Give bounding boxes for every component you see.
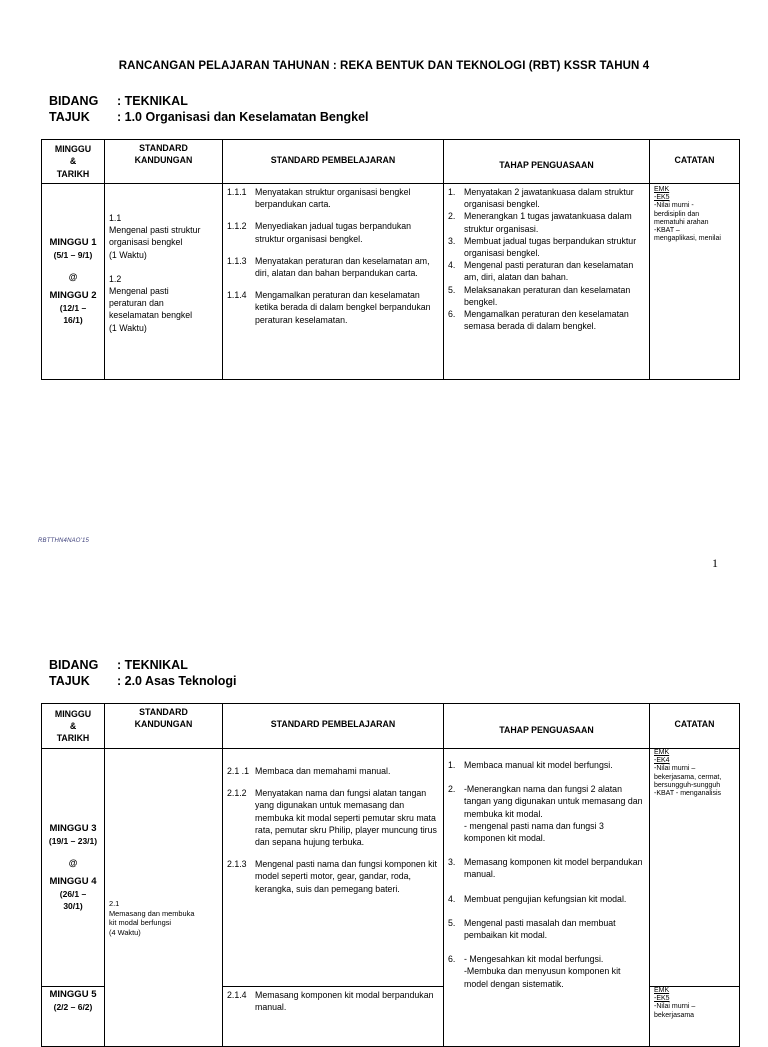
header-tahap-penguasaan: TAHAP PENGUASAAN — [444, 704, 650, 749]
minggu-cell: MINGGU 5 (2/2 – 6/2) — [42, 987, 105, 1047]
pembelajaran-cell — [223, 749, 444, 987]
list-item: 1.1.4 Mengamalkan peraturan dan keselamatan ketika berada di dalam bengkel berpandukan peraturan keselamatan. — [227, 290, 431, 325]
pembelajaran-cell — [223, 987, 444, 1047]
lesson-table-2 — [41, 703, 740, 1047]
list-item: 6. Mengamalkan peraturan den keselamatan semasa berada di dalam bengkel. — [448, 309, 629, 332]
minggu-cell: MINGGU 3 (19/1 – 23/1) @ MINGGU 4 (26/1 – 30/1) — [42, 749, 105, 987]
list-item: 1. Menyatakan 2 jawatankuasa dalam struktur organisasi bengkel. — [448, 187, 634, 210]
tajuk-value: : 2.0 Asas Teknologi — [117, 674, 237, 688]
list-item: 2.1.3 Mengenal pasti nama dan fungsi komponen kit model seperti motor, gear, gandar, roda, kerangka, suis dan pemegang bateri. — [227, 859, 437, 894]
header-catatan: CATATAN — [650, 140, 740, 184]
bidang-label: BIDANG — [49, 94, 99, 108]
minggu-cell: MINGGU 1 (5/1 – 9/1) @ MINGGU 2 (12/1 – 16/1) — [42, 184, 105, 380]
bidang-row — [49, 94, 188, 108]
header-standard-kandungan: STANDARD KANDUNGAN — [105, 140, 223, 184]
header-standard-pembelajaran: STANDARD PEMBELAJARAN — [223, 140, 444, 184]
lesson-table-1 — [41, 139, 740, 380]
list-item: 1.1.2 Menyediakan jadual tugas berpandukan struktur organisasi bengkel. — [227, 221, 412, 244]
tajuk-row-2 — [49, 674, 236, 688]
list-item: 2.1 .1 Membaca dan memahami manual. — [227, 766, 391, 776]
list-item: 2.1.2 Menyatakan nama dan fungsi alatan tangan yang digunakan untuk memasang dan membuka kit modal seperti pemutar skru mata rata, pemutar skru Philip, player muncung tirus dan sepana hujung terbuka. — [227, 788, 437, 848]
bidang-row-2 — [49, 658, 188, 672]
document-title: RANCANGAN PELAJARAN TAHUNAN : REKA BENTUK DAN TEKNOLOGI (RBT) KSSR TAHUN 4 — [118, 60, 650, 72]
list-item: 5. Mengenal pasti masalah dan membuat pembaikan kit modal. — [448, 917, 616, 941]
header-standard-pembelajaran: STANDARD PEMBELAJARAN — [223, 704, 444, 749]
pembelajaran-cell — [223, 184, 444, 380]
table-row — [42, 184, 740, 380]
list-item: 2. -Menerangkan nama dan fungsi 2 alatan tangan yang digunakan untuk memasang dan membuka kit modal. - mengenal pasti nama dan fungsi 3 komponen kit modal. — [448, 784, 643, 844]
table-header-row — [42, 140, 740, 184]
catatan-cell: EMK -EK4 -Nilai murni – bekerjasama, cermat, bersungguh-sungguh -KBAT - menganalisis — [650, 749, 740, 987]
catatan-cell: EMK -EK5 -Nilai murni - berdisiplin dan mematuhi arahan -KBAT – mengaplikasi, menilai — [650, 184, 740, 380]
list-item: 1. Membaca manual kit model berfungsi. — [448, 760, 613, 770]
list-item: 3. Memasang komponen kit model berpandukan manual. — [448, 857, 643, 880]
tajuk-label: TAJUK — [49, 674, 90, 688]
list-item: 3. Membuat jadual tugas berpandukan struktur organisasi bengkel. — [448, 235, 637, 259]
header-minggu: MINGGU & TARIKH — [42, 140, 105, 184]
header-tahap-penguasaan: TAHAP PENGUASAAN — [444, 140, 650, 184]
list-item: 2.1.4 Memasang komponen kit modal berpandukan manual. — [227, 990, 434, 1013]
table-header-row — [42, 704, 740, 749]
list-item: 1.1.3 Menyatakan peraturan dan keselamatan am, diri, alatan dan bahan berpandukan carta. — [227, 255, 430, 279]
list-item: 4. Membuat pengujian kefungsian kit modal. — [448, 893, 627, 904]
bidang-label: BIDANG — [49, 658, 99, 672]
list-item: 1.1.1 Menyatakan struktur organisasi bengkel berpandukan carta. — [227, 187, 411, 210]
bidang-value: : TEKNIKAL — [117, 658, 188, 672]
bidang-value: : TEKNIKAL — [117, 94, 188, 108]
tahap-cell — [444, 749, 650, 1047]
tajuk-value: : 1.0 Organisasi dan Keselamatan Bengkel — [117, 110, 369, 124]
header-minggu: MINGGU & TARIKH — [42, 704, 105, 749]
tahap-cell — [444, 184, 650, 380]
kandungan-cell: 1.1 Mengenal pasti struktur organisasi bengkel (1 Waktu) 1.2 Mengenal pasti peraturan dan keselamatan bengkel (1 Waktu) — [105, 184, 223, 380]
page-number: 1 — [712, 556, 718, 570]
header-standard-kandungan: STANDARD KANDUNGAN — [105, 704, 223, 749]
catatan-cell: EMK -EK5 -Nilai murni – bekerjasama — [650, 987, 740, 1047]
tajuk-label: TAJUK — [49, 110, 90, 124]
kandungan-cell: 2.1 Memasang dan membuka kit modal berfungsi (4 Waktu) — [105, 749, 223, 1047]
list-item: 4. Mengenal pasti peraturan dan keselamatan am, diri, alatan dan bahan. — [448, 260, 634, 283]
list-item: 5. Melaksanakan peraturan dan keselamatan bengkel. — [448, 284, 631, 307]
list-item: 6. - Mengesahkan kit modal berfungsi. -Membuka dan menyusun komponen kit model dengan sistematik. — [448, 954, 621, 989]
list-item: 2. Menerangkan 1 tugas jawatankuasa dalam struktur organisasi. — [448, 211, 632, 234]
footer-note: RBTTHN4NAO'15 — [38, 538, 90, 544]
table-row — [42, 749, 740, 987]
header-catatan: CATATAN — [650, 704, 740, 749]
tajuk-row — [49, 110, 369, 124]
